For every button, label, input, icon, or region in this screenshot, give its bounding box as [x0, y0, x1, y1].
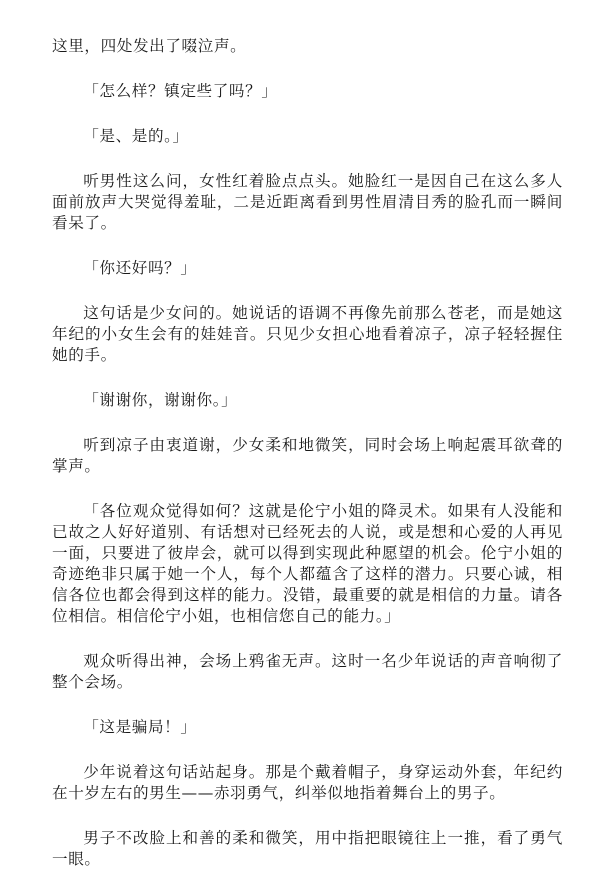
dialogue-paragraph: 「各位观众觉得如何？这就是伦宁小姐的降灵术。如果有人没能和已故之人好好道别、有话想对已经死去的人说，或是想和心爱的人再见一面，只要进了彼岸会，就可以得到实现此种愿望的机会。伦宁小姐的奇迹绝非只属于她一个人，每个人都蕴含了这样的潜力。只要心诚，相信各位也都会得到这样的能力。没错，最重要的就是相信的力量。请各位相信。相信伦宁小姐，也相信您自己的能力。」	[52, 502, 563, 625]
dialogue-paragraph: 「谢谢你，谢谢你。」	[83, 391, 238, 409]
paragraph: 男子不改脸上和善的柔和微笑，用中指把眼镜往上一推，看了勇气一眼。	[52, 829, 563, 868]
paragraph: 这句话是少女问的。她说话的语调不再像先前那么苍老，而是她这年纪的小女生会有的娃娃音。只见少女担心地看着凉子，凉子轻轻握住她的手。	[52, 304, 563, 364]
paragraph: 这里，四处发出了啜泣声。	[52, 37, 247, 55]
paragraph: 听男性这么问，女性红着脸点点头。她脸红一是因自己在这么多人面前放声大哭觉得羞耻，二是近距离看到男性眉清目秀的脸孔而一瞬间看呆了。	[52, 172, 563, 232]
paragraph: 少年说着这句话站起身。那是个戴着帽子，身穿运动外套，年纪约在十岁左右的男生——赤羽勇气，纠举似地指着舞台上的男子。	[52, 763, 563, 802]
dialogue-paragraph: 「你还好吗？」	[83, 259, 197, 277]
dialogue-paragraph: 「这是骗局！」	[83, 718, 197, 736]
dialogue-paragraph: 「怎么样？镇定些了吗？」	[83, 82, 278, 100]
paragraph: 听到凉子由衷道谢，少女柔和地微笑，同时会场上响起震耳欲聋的掌声。	[52, 436, 563, 475]
dialogue-paragraph: 「是、是的。」	[83, 127, 189, 145]
paragraph: 观众听得出神，会场上鸦雀无声。这时一名少年说话的声音响彻了整个会场。	[52, 652, 563, 691]
